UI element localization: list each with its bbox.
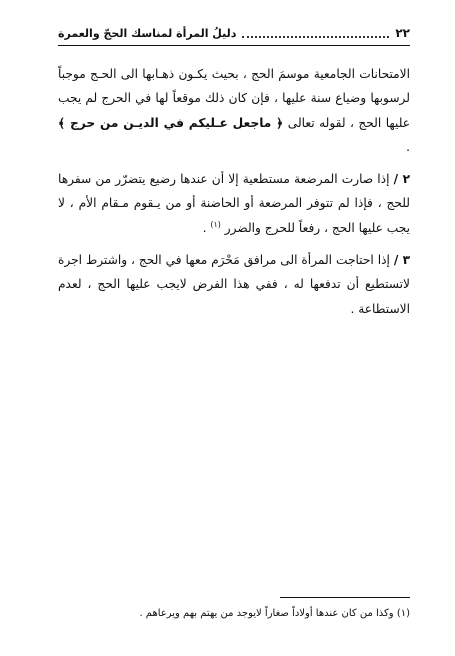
item-number-3: ٣ / [393,253,411,268]
paragraph-2-text: إذا صارت المرضعة مستطعية إلا أن عندها رضيع يتضرّر من سفرها للحج ، فإذا لم تتوفر المرضعة أو الحاضنة أو من يـقوم مـقام الأم ، لا يجب عليها الحج ، رفعاً للحرج والضرر [58,172,410,235]
footnote [50,606,410,622]
paragraph-1 [58,62,410,159]
paragraph-1-end: . [406,139,410,154]
footnote-text: وكذا من كان عندها أولاداً صغاراً لايوجد من يهتم بهم ويرعاهم . [139,608,394,619]
item-number-2: ٢ / [393,172,411,187]
footnote-divider [280,597,410,598]
main-text [58,62,410,329]
quran-quote: ﴿ ماجعل عـليكم في الديـن من حرج ﴾ [58,115,284,130]
paragraph-2 [58,167,410,240]
running-header [58,24,410,46]
footnote-reference[interactable]: (١) [210,219,221,229]
paragraph-3 [58,248,410,321]
page-number: ٢٢ [395,26,410,40]
paragraph-1-text: الامتحانات الجامعية موسمَ الحج ، بحيث يكـون ذهـابها الى الحـج موجباً لرسوبها وضياع سنة عليها ، فإن كان ذلك موقعاً لها في الحرج لم يجب عليها الحج ، لقوله تعالى [58,67,411,130]
header-dot-leader [242,28,389,38]
paragraph-2-end: . [202,220,207,235]
footnote-marker: (١) [396,608,410,619]
running-title: دليلُ المرأة لمناسك الحجّ والعمرة [58,26,237,40]
paragraph-3-text: إذا احتاجت المرأة الى مرافق مَحْرَم معها في الحج ، واشترط اجرة لاتستطيع أن تدفعها له ، ففي هذا الفرض لايجب عليها الحج ، لعدم الاستطاعة . [58,253,410,316]
